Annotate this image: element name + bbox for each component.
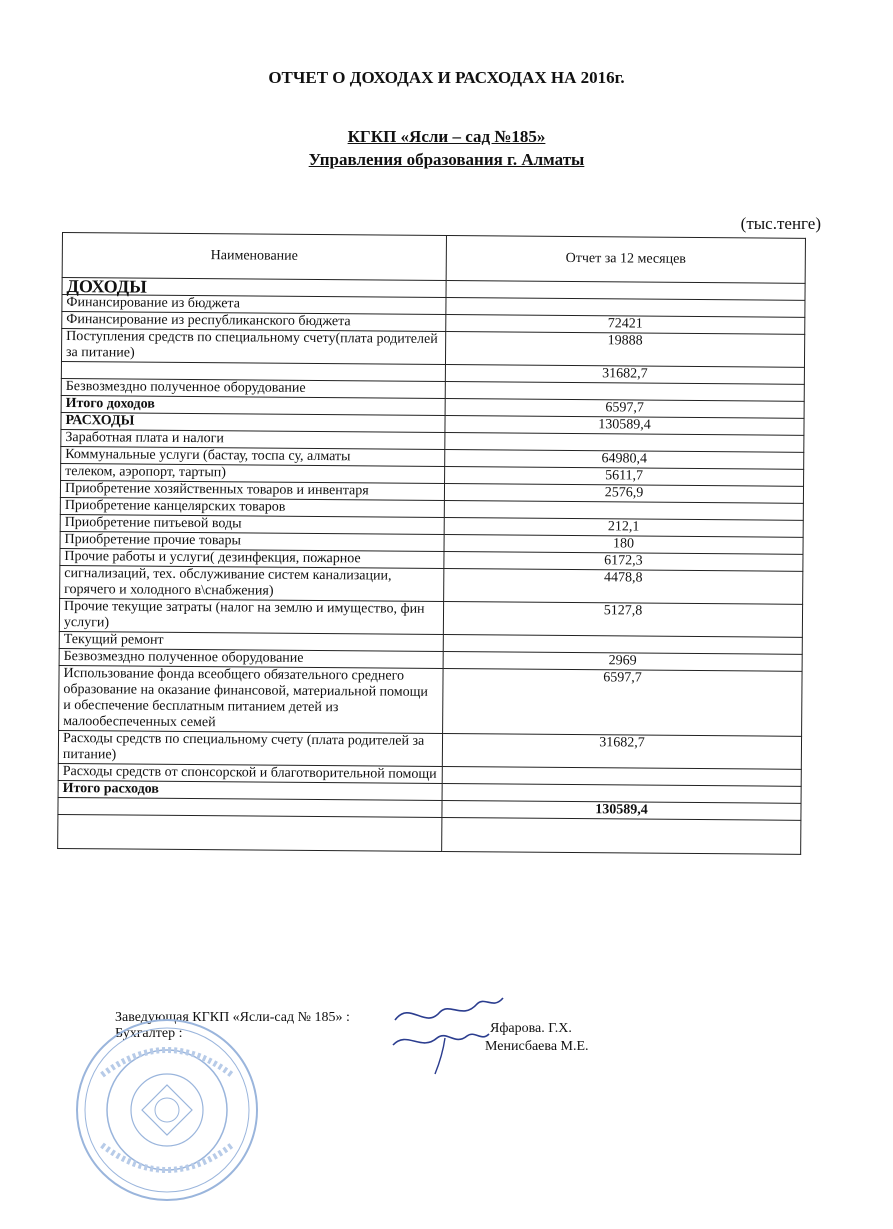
- column-header-value: Отчет за 12 месяцев: [446, 236, 805, 284]
- org-name: КГКП «Ясли – сад №185»: [347, 127, 546, 146]
- row-name: Безвозмездно полученное оборудование: [59, 648, 443, 668]
- row-value: 6597,7: [445, 399, 804, 419]
- row-name: Финансирование из республиканского бюджета: [62, 312, 446, 332]
- accountant-signature-label: Бухгалтер :: [115, 1026, 183, 1041]
- accountant-name: Менисбаева М.Е.: [485, 1039, 589, 1054]
- table-row: [59, 665, 802, 736]
- row-name: Текущий ремонт: [59, 631, 443, 651]
- head-signature-label: Заведующая КГКП «Ясли-сад № 185» :: [115, 1010, 350, 1025]
- row-name: Прочие текущие затраты (налог на землю и имущество, фин услуги): [59, 598, 443, 634]
- row-value: 64980,4: [445, 450, 804, 470]
- row-name: Итого доходов: [61, 395, 445, 415]
- org-department: Управления образования г. Алматы: [308, 150, 585, 169]
- row-value: 31682,7: [442, 734, 801, 770]
- row-value: 2576,9: [444, 484, 803, 504]
- row-value: 130589,4: [445, 416, 804, 436]
- report-title: ОТЧЕТ О ДОХОДАХ И РАСХОДАХ НА 2016г.: [268, 68, 625, 87]
- row-value: 6597,7: [443, 669, 802, 737]
- row-name: ДОХОДЫ: [62, 278, 446, 298]
- row-name: Финансирование из бюджета: [62, 295, 446, 315]
- row-value: 5127,8: [443, 602, 802, 638]
- row-value: [442, 818, 801, 855]
- row-value: 2969: [443, 652, 802, 672]
- row-value: 180: [444, 535, 803, 555]
- row-value: 130589,4: [442, 801, 801, 821]
- row-name: Приобретение прочие товары: [60, 531, 444, 551]
- row-value: 31682,7: [445, 365, 804, 385]
- row-name: [58, 814, 442, 851]
- row-name: Использование фонда всеобщего обязательного среднего образование на оказание финансовой, материальной помощи и обеспечение бесплатным питанием детей из малообеспеченных семей: [59, 665, 443, 733]
- row-name: Коммунальные услуги (бастау, тоспа су, алматы: [61, 446, 445, 466]
- signature-icon: [385, 990, 515, 1080]
- row-name: Приобретение питьевой воды: [60, 514, 444, 534]
- head-name: Яфарова. Г.Х.: [490, 1021, 572, 1036]
- row-value: 5611,7: [445, 467, 804, 487]
- row-name: телеком, аэропорт, тартып): [61, 463, 445, 483]
- table-header-row: [62, 233, 805, 284]
- row-name: Приобретение хозяйственных товаров и инвентаря: [60, 480, 444, 500]
- row-name: Поступления средств по специальному счету(плата родителей за питание): [61, 329, 445, 365]
- seal-stamp-icon: [72, 1015, 262, 1205]
- table-row: [60, 565, 803, 604]
- row-name: Приобретение канцелярских товаров: [60, 497, 444, 517]
- row-name: Заработная плата и налоги: [61, 429, 445, 449]
- row-name: РАСХОДЫ: [61, 412, 445, 432]
- row-value: 6172,3: [444, 552, 803, 572]
- row-value: 4478,8: [444, 569, 803, 605]
- row-value: 72421: [446, 315, 805, 335]
- row-name: Прочие работы и услуги( дезинфекция, пожарное: [60, 548, 444, 568]
- row-name: Расходы средств по специальному счету (плата родителей за питание): [58, 730, 442, 766]
- row-name: Итого расходов: [58, 780, 442, 800]
- row-value: 212,1: [444, 518, 803, 538]
- table-row: [58, 814, 801, 854]
- column-header-name: Наименование: [62, 233, 446, 281]
- row-value: 19888: [445, 332, 804, 368]
- report-table: [57, 232, 806, 855]
- units-label: (тыс.тенге): [740, 214, 821, 233]
- row-name: Безвозмездно полученное оборудование: [61, 378, 445, 398]
- row-name: сигнализаций, тех. обслуживание систем канализации, горячего и холодного в\снабжения): [60, 565, 444, 601]
- row-name: Расходы средств от спонсорской и благотворительной помощи: [58, 763, 442, 783]
